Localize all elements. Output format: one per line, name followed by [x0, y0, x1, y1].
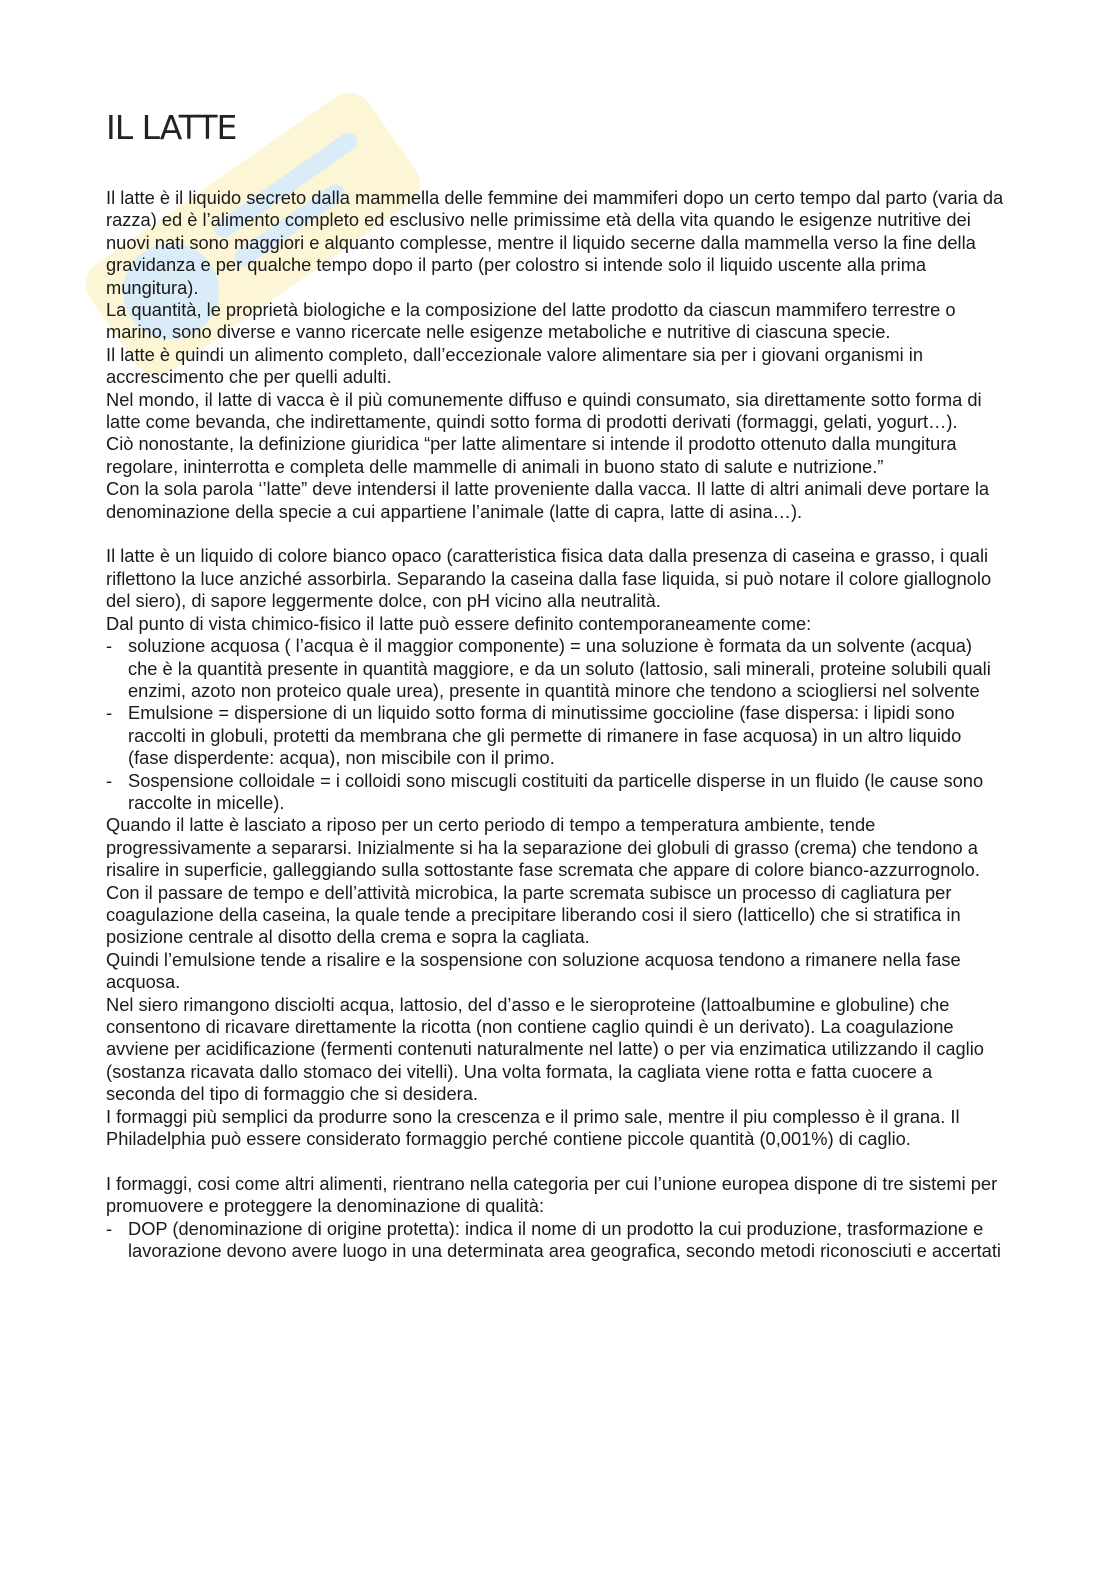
paragraph-gap [106, 523, 1006, 545]
paragraph: Dal punto di vista chimico-fisico il latte può essere definito contemporaneamente come: [106, 612, 812, 634]
document-page [106, 108, 1006, 1262]
definition-list [106, 635, 1006, 814]
list-item: - Emulsione = dispersione di un liquido sotto forma di minutissime goccioline (fase dispersa: i lipidi sono raccolti in globuli, protetti da membrana che gli permette di rimanere in fase acquosa) in un altro liquido (fase disperdente: acqua), non miscibile con il primo. [106, 702, 1006, 769]
paragraph: Il latte è il liquido secreto dalla mammella delle femmine dei mammiferi dopo un certo tempo dal parto (varia da razza) ed è l’alimento completo ed esclusivo nelle primissime età della vita quando le esigenze nutritive dei nuovi nati sono maggiori e alquanto complesse, mentre il liquido secerne dalla mammella verso la fine della gravidanza e per qualche tempo dopo il parto (per colostro si intende solo il liquido uscente alla prima mungitura). [106, 187, 1004, 298]
paragraph: Nel siero rimangono disciolti acqua, lattosio, del d’asso e le sieroproteine (lattoalbumine e globuline) che consentono di ricavare direttamente la ricotta (non contiene caglio quindi è un derivato). La coagulazione avviene per acidificazione (fermenti contenuti naturalmente nel latte) o per via enzimatica utilizzando il caglio (sostanza ricavata dallo stomaco dei vitelli). Una volta formata, la cagliata viene rotta e fatta cuocere a seconda del tipo di formaggio che si desidera. [106, 993, 984, 1105]
paragraph: Con la sola parola ‘’latte” deve intendersi il latte proveniente dalla vacca. Il latte di altri animali deve portare la denominazione della specie a cui appartiene l’animale (latte di capra, latte di asina…). [106, 478, 990, 522]
page-title: IL LATTE [106, 108, 237, 147]
paragraph: Ciò nonostante, la definizione giuridica “per latte alimentare si intende il prodotto ottenuto dalla mungitura regolare, ininterrotta e completa delle mammelle di animali in buono stato di salute e nutrizione.” [106, 433, 957, 477]
paragraph: Quindi l’emulsione tende a risalire e la sospensione con soluzione acquosa tendono a rimanere nella fase acquosa. [106, 948, 961, 993]
paragraph: Il latte è quindi un alimento completo, dall’eccezionale valore alimentare sia per i giovani organismi in accrescimento che per quelli adulti. [106, 343, 924, 388]
list-item: - soluzione acquosa ( l’acqua è il maggior componente) = una soluzione è formata da un solvente (acqua) che è la quantità presente in quantità maggiore, e da un soluto (lattosio, sali minerali, proteine solubili quali enzimi, azoto non proteico quale urea), presente in quantità minore che tendono a sciogliersi nel solvente [106, 635, 1006, 702]
paragraph: Il latte è un liquido di colore bianco opaco (caratteristica fisica data dalla presenza di caseina e grasso, i quali riflettono la luce anziché assorbirla. Separando la caseina dalla fase liquida, si può notare il colore giallognolo del siero), di sapore leggermente dolce, con pH vicino alla neutralità. [106, 545, 992, 612]
paragraph: Nel mondo, il latte di vacca è il più comunemente diffuso e quindi consumato, sia direttamente sotto forma di latte come bevanda, che indirettamente, quindi sotto forma di prodotti derivati (formaggi, gelati, yogurt…). [106, 388, 982, 433]
list-item: - Sospensione colloidale = i colloidi sono miscugli costituiti da particelle disperse in un fluido (le cause sono raccolte in micelle). [106, 770, 1006, 815]
paragraph-gap [106, 1150, 1006, 1172]
document-body [106, 187, 1006, 1262]
paragraph: La quantità, le proprietà biologiche e la composizione del latte prodotto da ciascun mammifero terrestre o marino, sono diverse e vanno ricercate nelle esigenze metaboliche e nutritive di ciascuna specie. [106, 299, 956, 343]
paragraph: Quando il latte è lasciato a riposo per un certo periodo di tempo a temperatura ambiente, tende progressivamente a separarsi. Inizialmente si ha la separazione dei globuli di grasso (crema) che tendono a risalire in superficie, galleggiando sulla sottostante fase scremata che appare di colore bianco-azzurrognolo. Con il passare de tempo e dell’attività microbica, la parte scremata subisce un processo di cagliatura per coagulazione della caseina, la quale tende a precipitare liberando cosi il siero (latticello) che si stratifica in posizione centrale al disotto della crema e sopra la cagliata. [106, 814, 980, 948]
list-item: - DOP (denominazione di origine protetta): indica il nome di un prodotto la cui produzione, trasformazione e lavorazione devono avere luogo in una determinata area geografica, secondo metodi riconosciuti e accertati [106, 1218, 1006, 1263]
paragraph: I formaggi, cosi come altri alimenti, rientrano nella categoria per cui l’unione europea dispone di tre sistemi per promuovere e proteggere la denominazione di qualità: [106, 1172, 998, 1217]
paragraph: I formaggi più semplici da produrre sono la crescenza e il primo sale, mentre il piu complesso è il grana. Il Philadelphia può essere considerato formaggio perché contiene piccole quantità (0,001%) di caglio. [106, 1105, 960, 1150]
quality-list [106, 1218, 1006, 1263]
